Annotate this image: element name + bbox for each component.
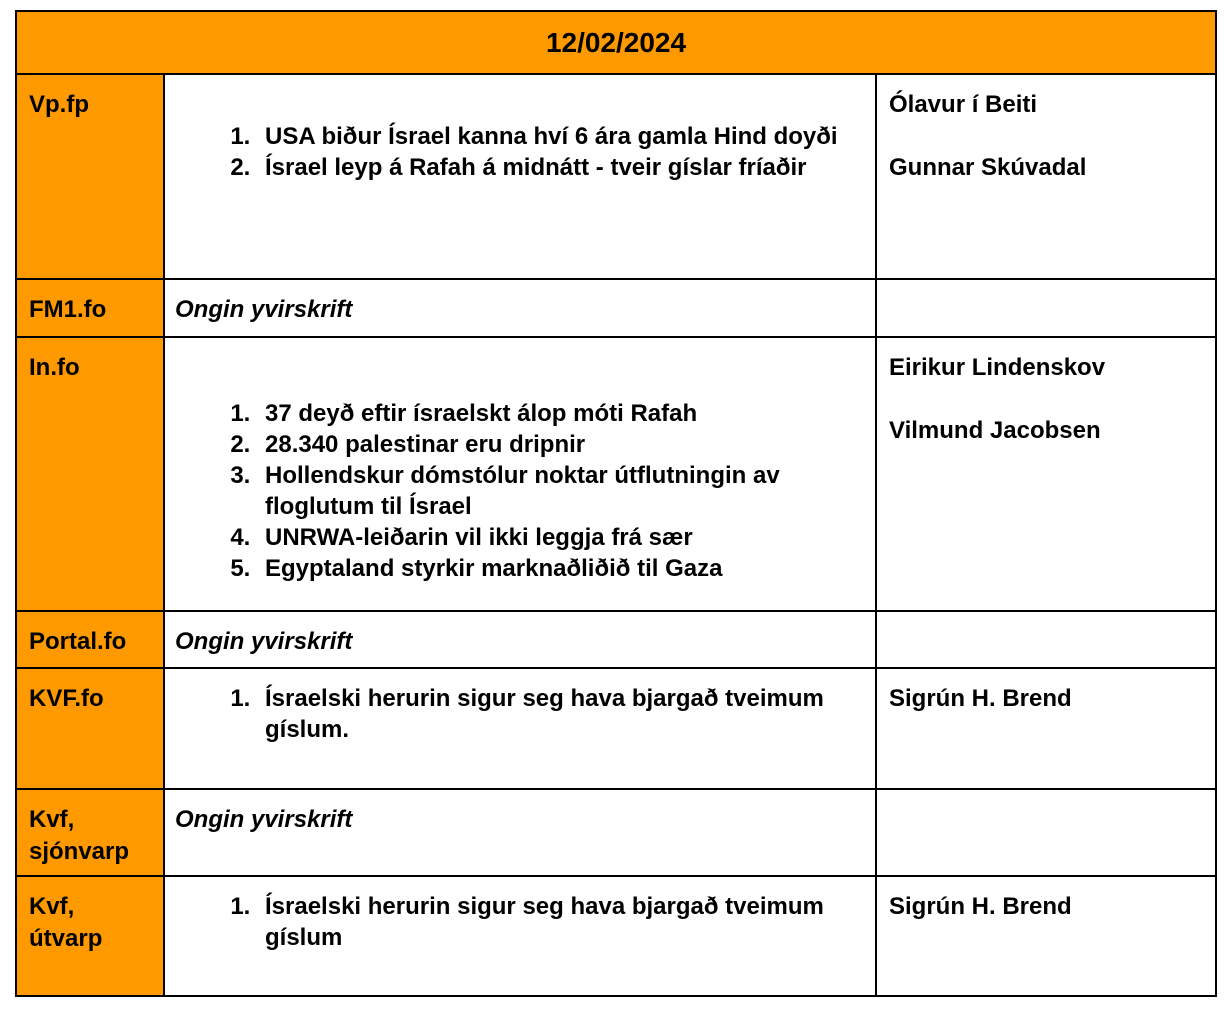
media-overview-table xyxy=(15,10,1217,997)
headline-item: 2. Ísrael leyp á Rafah á midnátt - tveir gíslar fríaðir xyxy=(257,152,875,183)
reporters-cell xyxy=(876,789,1216,876)
reporters-cell xyxy=(876,668,1216,789)
headline-item: 3. Hollendskur dómstólur noktar útflutningin av floglutum til Ísrael xyxy=(257,460,875,522)
headline-list xyxy=(165,877,875,953)
headline-list xyxy=(165,75,875,183)
reporters-cell xyxy=(876,876,1216,996)
table-row xyxy=(16,74,1216,279)
table-row xyxy=(16,611,1216,668)
source-cell: Kvf, útvarp xyxy=(16,876,164,996)
headline-item: 5. Egyptaland styrkir marknaðliðið til Gaza xyxy=(257,553,875,584)
headline-item: 1. Ísraelski herurin sigur seg hava bjargað tveimum gíslum xyxy=(257,891,875,953)
headline-item: 1. USA biður Ísrael kanna hví 6 ára gamla Hind doyði xyxy=(257,121,875,152)
headlines-cell xyxy=(164,789,876,876)
headline-list xyxy=(165,669,875,745)
reporters-cell xyxy=(876,74,1216,279)
reporters-cell xyxy=(876,279,1216,337)
source-cell: In.fo xyxy=(16,337,164,611)
source-cell: Portal.fo xyxy=(16,611,164,668)
headline-item: 4. UNRWA-leiðarin vil ikki leggja frá sær xyxy=(257,522,875,553)
reporter-name: Vilmund Jacobsen xyxy=(889,417,1101,444)
no-headline-text: Ongin yvirskrift xyxy=(175,628,353,655)
headlines-cell xyxy=(164,876,876,996)
source-cell: KVF.fo xyxy=(16,668,164,789)
source-cell: Vp.fp xyxy=(16,74,164,279)
headline-item: 1. 37 deyð eftir ísraelskt álop móti Rafah xyxy=(257,398,875,429)
reporter-name: Gunnar Skúvadal xyxy=(889,154,1087,181)
reporters-cell xyxy=(876,337,1216,611)
headlines-cell xyxy=(164,74,876,279)
date-heading: 12/02/2024 xyxy=(16,11,1216,74)
headlines-cell xyxy=(164,337,876,611)
header-row xyxy=(16,11,1216,74)
headlines-cell xyxy=(164,611,876,668)
reporter-name: Eirikur Lindenskov xyxy=(889,354,1106,381)
headline-item: 2. 28.340 palestinar eru dripnir xyxy=(257,429,875,460)
no-headline-text: Ongin yvirskrift xyxy=(175,806,353,833)
headline-list xyxy=(165,338,875,584)
headlines-cell xyxy=(164,668,876,789)
reporters-cell xyxy=(876,611,1216,668)
source-cell: Kvf, sjónvarp xyxy=(16,789,164,876)
table-row xyxy=(16,789,1216,876)
table-row xyxy=(16,337,1216,611)
headlines-cell xyxy=(164,279,876,337)
reporter-name: Ólavur í Beiti xyxy=(889,91,1038,118)
reporter-name: Sigrún H. Brend xyxy=(889,893,1072,920)
source-cell: FM1.fo xyxy=(16,279,164,337)
table-row xyxy=(16,876,1216,996)
table-row xyxy=(16,279,1216,337)
no-headline-text: Ongin yvirskrift xyxy=(175,296,353,323)
reporter-name: Sigrún H. Brend xyxy=(889,685,1072,712)
table-row xyxy=(16,668,1216,789)
headline-item: 1. Ísraelski herurin sigur seg hava bjargað tveimum gíslum. xyxy=(257,683,875,745)
